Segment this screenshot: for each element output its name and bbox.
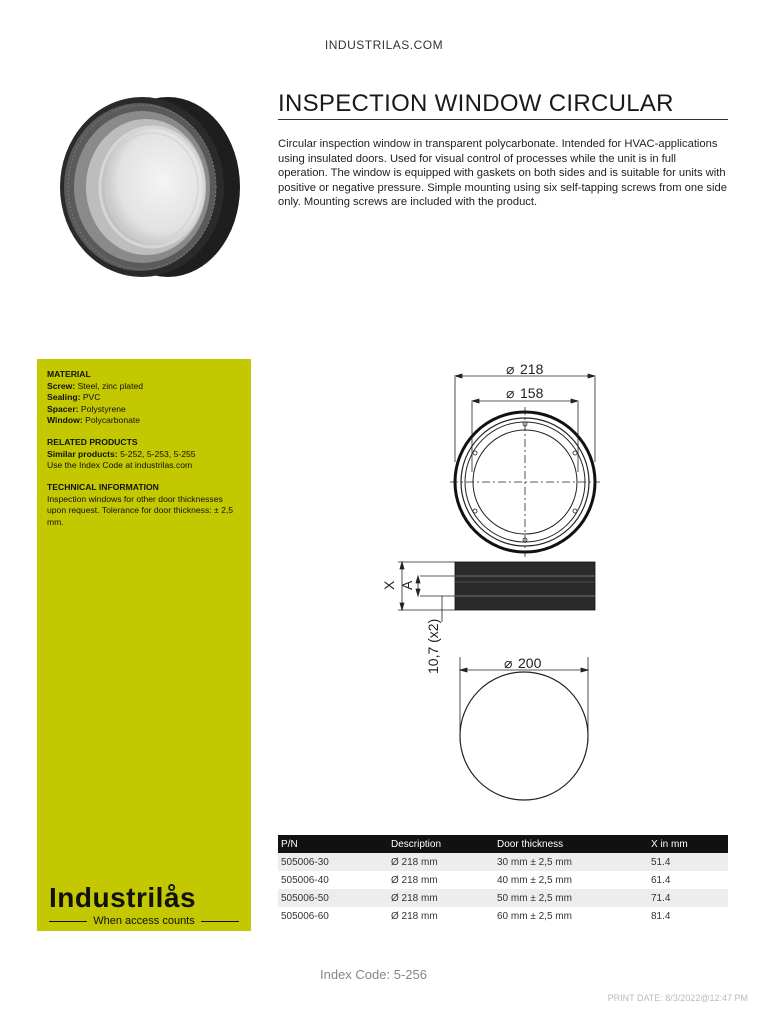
material-heading: MATERIAL <box>47 369 91 379</box>
col-header-x: X in mm <box>648 835 728 853</box>
tech-section <box>47 482 243 528</box>
product-image <box>50 92 245 282</box>
tech-heading: TECHNICAL INFORMATION <box>47 482 159 492</box>
print-date: PRINT DATE: 8/3/2022@12:47 PM <box>607 993 748 1003</box>
table-row <box>278 853 728 871</box>
spec-panel <box>37 359 251 931</box>
page-title: INSPECTION WINDOW CIRCULAR <box>278 90 674 117</box>
dim-cutout-symbol: ⌀ <box>504 655 513 671</box>
cell-pn: 505006-50 <box>278 889 388 907</box>
dim-inner-label: 158 <box>520 385 544 401</box>
tagline-rule-right <box>201 921 239 922</box>
cell-pn: 505006-30 <box>278 853 388 871</box>
site-url[interactable]: INDUSTRILAS.COM <box>324 38 444 52</box>
cell-door-thickness: 60 mm ± 2,5 mm <box>497 910 572 922</box>
related-section <box>47 437 243 472</box>
material-sealing: Sealing: PVC <box>47 392 101 403</box>
similar-products[interactable]: Similar products: 5-252, 5-253, 5-255 <box>47 448 196 459</box>
dim-outer-label: 218 <box>520 361 544 377</box>
material-window: Window: Polycarbonate <box>47 415 141 426</box>
technical-drawing <box>380 352 630 822</box>
cell-x: 71.4 <box>648 889 728 907</box>
brand-tagline: When access counts <box>93 915 195 927</box>
cell-pn: 505006-60 <box>281 910 329 922</box>
brand-name: Industrilås <box>49 882 197 913</box>
table-row <box>278 907 728 925</box>
cell-description: Ø 218 mm <box>391 910 438 922</box>
cell-door-thickness: 40 mm ± 2,5 mm <box>497 874 572 886</box>
cell-x: 81.4 <box>651 910 671 922</box>
dim-gasket-label: 10,7 (x2) <box>425 618 441 674</box>
cell-x: 61.4 <box>651 874 671 886</box>
index-code: Index Code: 5-256 <box>320 967 427 982</box>
brand-logo <box>49 883 239 927</box>
cell-description: Ø 218 mm <box>388 889 494 907</box>
material-section <box>47 369 243 427</box>
cell-door-thickness: 50 mm ± 2,5 mm <box>494 889 648 907</box>
cell-door-thickness: 30 mm ± 2,5 mm <box>494 853 648 871</box>
cell-description: Ø 218 mm <box>388 853 494 871</box>
cell-pn: 505006-40 <box>281 874 329 886</box>
cell-x: 51.4 <box>648 853 728 871</box>
col-header-pn: P/N <box>278 835 388 853</box>
table-row <box>278 889 728 907</box>
col-header-door-thickness: Door thickness <box>494 835 648 853</box>
dim-a-label: A <box>399 580 415 590</box>
index-hint: Use the Index Code at industrilas.com <box>47 460 193 471</box>
tagline-rule-left <box>49 921 87 922</box>
title-divider <box>278 119 728 120</box>
dim-cutout-label: 200 <box>518 655 542 671</box>
table-header-row <box>278 835 728 853</box>
material-spacer: Spacer: Polystyrene <box>47 403 126 414</box>
material-screw: Screw: Steel, zinc plated <box>47 380 144 391</box>
tech-text: Inspection windows for other door thicknesses upon request. Tolerance for door thickness: ± 2,5 mm. <box>47 493 234 527</box>
dim-inner-symbol: ⌀ <box>506 385 515 401</box>
col-header-description: Description <box>388 835 494 853</box>
product-description: Circular inspection window in transparent polycarbonate. Intended for HVAC-applications using insulated doors. Used for visual control of processes while the unit is in full operation. The window is equipped with gaskets on both sides and is suitable for units with positive or negative pressure. Simple mounting using six self-tapping screws from one side only. Mounting screws are included with the product. <box>278 138 727 209</box>
table-row <box>278 871 728 889</box>
related-heading: RELATED PRODUCTS <box>47 437 138 447</box>
cell-description: Ø 218 mm <box>391 874 438 886</box>
dim-x-label: X <box>381 580 397 590</box>
product-table <box>278 835 728 925</box>
dim-outer-symbol: ⌀ <box>506 361 515 377</box>
